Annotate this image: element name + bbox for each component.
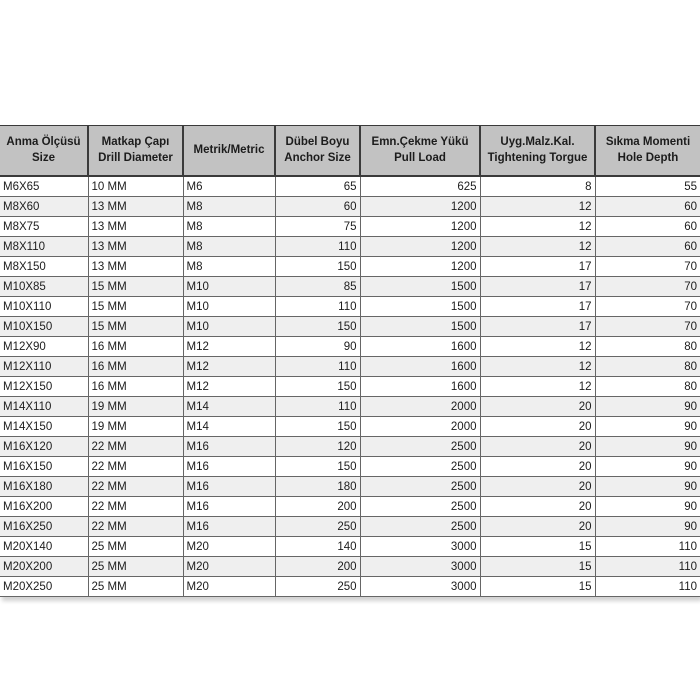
cell-pull: 1600 (360, 357, 480, 377)
cell-depth: 60 (595, 197, 700, 217)
cell-pull: 3000 (360, 557, 480, 577)
cell-torque: 20 (480, 457, 595, 477)
cell-drill: 13 MM (88, 237, 183, 257)
cell-torque: 17 (480, 257, 595, 277)
cell-torque: 12 (480, 337, 595, 357)
table-row (0, 277, 700, 297)
cell-pull: 1500 (360, 297, 480, 317)
table-body (0, 176, 700, 597)
cell-drill: 16 MM (88, 337, 183, 357)
cell-metric: M10 (183, 277, 275, 297)
cell-depth: 70 (595, 277, 700, 297)
cell-metric: M12 (183, 337, 275, 357)
cell-torque: 17 (480, 297, 595, 317)
cell-anchor: 85 (275, 277, 360, 297)
cell-pull: 1600 (360, 377, 480, 397)
header-line-en: Hole Depth (617, 151, 679, 164)
cell-drill: 19 MM (88, 397, 183, 417)
cell-drill: 13 MM (88, 217, 183, 237)
cell-torque: 8 (480, 176, 595, 197)
table-row (0, 417, 700, 437)
table-row (0, 176, 700, 197)
cell-size: M16X250 (0, 517, 88, 537)
table-row (0, 377, 700, 397)
cell-drill: 15 MM (88, 277, 183, 297)
cell-metric: M16 (183, 477, 275, 497)
cell-metric: M6 (183, 176, 275, 197)
cell-anchor: 90 (275, 337, 360, 357)
cell-drill: 15 MM (88, 317, 183, 337)
cell-size: M8X75 (0, 217, 88, 237)
cell-size: M10X150 (0, 317, 88, 337)
cell-depth: 80 (595, 337, 700, 357)
cell-size: M10X85 (0, 277, 88, 297)
table-row (0, 357, 700, 377)
cell-depth: 55 (595, 176, 700, 197)
cell-depth: 60 (595, 217, 700, 237)
cell-size: M16X200 (0, 497, 88, 517)
cell-drill: 22 MM (88, 497, 183, 517)
cell-pull: 3000 (360, 537, 480, 557)
header-row (0, 126, 700, 177)
header-line-tr: Anma Ölçüsü (6, 135, 81, 148)
cell-torque: 20 (480, 397, 595, 417)
cell-anchor: 60 (275, 197, 360, 217)
cell-size: M20X250 (0, 577, 88, 597)
header-line-en: Anchor Size (284, 151, 351, 164)
cell-anchor: 250 (275, 577, 360, 597)
cell-anchor: 120 (275, 437, 360, 457)
cell-torque: 17 (480, 317, 595, 337)
cell-metric: M16 (183, 497, 275, 517)
table-row (0, 217, 700, 237)
cell-depth: 90 (595, 417, 700, 437)
table-row (0, 317, 700, 337)
cell-depth: 90 (595, 437, 700, 457)
cell-anchor: 150 (275, 377, 360, 397)
cell-depth: 90 (595, 397, 700, 417)
cell-torque: 12 (480, 217, 595, 237)
cell-size: M14X150 (0, 417, 88, 437)
cell-size: M8X150 (0, 257, 88, 277)
anchor-spec-table (0, 125, 700, 597)
cell-metric: M20 (183, 557, 275, 577)
cell-drill: 22 MM (88, 517, 183, 537)
cell-drill: 15 MM (88, 297, 183, 317)
cell-pull: 2000 (360, 397, 480, 417)
cell-depth: 70 (595, 317, 700, 337)
cell-depth: 80 (595, 377, 700, 397)
cell-pull: 2500 (360, 517, 480, 537)
table-row (0, 237, 700, 257)
cell-drill: 16 MM (88, 377, 183, 397)
cell-anchor: 150 (275, 317, 360, 337)
cell-drill: 22 MM (88, 437, 183, 457)
cell-torque: 20 (480, 437, 595, 457)
cell-size: M16X120 (0, 437, 88, 457)
cell-drill: 25 MM (88, 557, 183, 577)
cell-drill: 22 MM (88, 477, 183, 497)
table-row (0, 477, 700, 497)
cell-anchor: 250 (275, 517, 360, 537)
cell-depth: 80 (595, 357, 700, 377)
cell-torque: 15 (480, 557, 595, 577)
header-line-tr: Emn.Çekme Yükü (371, 135, 469, 148)
cell-metric: M8 (183, 197, 275, 217)
cell-metric: M14 (183, 417, 275, 437)
cell-torque: 15 (480, 577, 595, 597)
header-line-tr: Uyg.Malz.Kal. (500, 135, 575, 148)
cell-pull: 1600 (360, 337, 480, 357)
cell-metric: M8 (183, 257, 275, 277)
cell-metric: M8 (183, 217, 275, 237)
cell-torque: 20 (480, 417, 595, 437)
cell-size: M6X65 (0, 176, 88, 197)
table-row (0, 197, 700, 217)
cell-pull: 625 (360, 176, 480, 197)
cell-anchor: 150 (275, 417, 360, 437)
cell-depth: 110 (595, 557, 700, 577)
cell-metric: M12 (183, 377, 275, 397)
cell-anchor: 75 (275, 217, 360, 237)
header-line-en: Size (31, 151, 55, 164)
header-line-en: Drill Diameter (98, 151, 173, 164)
cell-depth: 70 (595, 257, 700, 277)
cell-anchor: 200 (275, 557, 360, 577)
cell-drill: 16 MM (88, 357, 183, 377)
cell-size: M10X110 (0, 297, 88, 317)
cell-anchor: 140 (275, 537, 360, 557)
cell-drill: 10 MM (88, 176, 183, 197)
header-line-tr: Metrik/Metric (193, 143, 265, 156)
cell-torque: 12 (480, 377, 595, 397)
cell-metric: M10 (183, 317, 275, 337)
header-cell-metric (183, 126, 275, 177)
cell-torque: 12 (480, 237, 595, 257)
cell-drill: 25 MM (88, 577, 183, 597)
table-row (0, 577, 700, 597)
cell-pull: 2500 (360, 497, 480, 517)
header-cell-drill (88, 126, 183, 177)
table-row (0, 457, 700, 477)
cell-anchor: 150 (275, 457, 360, 477)
table-row (0, 397, 700, 417)
header-line-en: Tightening Torgue (487, 151, 588, 164)
header-line-tr: Sıkma Momenti (605, 135, 691, 148)
cell-torque: 20 (480, 497, 595, 517)
table-row (0, 497, 700, 517)
cell-pull: 1500 (360, 277, 480, 297)
table-row (0, 517, 700, 537)
header-cell-depth (595, 126, 700, 177)
cell-depth: 70 (595, 297, 700, 317)
cell-torque: 12 (480, 197, 595, 217)
cell-drill: 19 MM (88, 417, 183, 437)
cell-size: M12X110 (0, 357, 88, 377)
cell-size: M16X180 (0, 477, 88, 497)
table-header (0, 126, 700, 177)
cell-depth: 90 (595, 517, 700, 537)
cell-metric: M20 (183, 537, 275, 557)
cell-anchor: 110 (275, 297, 360, 317)
cell-pull: 1500 (360, 317, 480, 337)
cell-torque: 17 (480, 277, 595, 297)
header-cell-torque (480, 126, 595, 177)
cell-metric: M12 (183, 357, 275, 377)
cell-depth: 90 (595, 497, 700, 517)
cell-depth: 110 (595, 537, 700, 557)
cell-pull: 2000 (360, 417, 480, 437)
cell-metric: M14 (183, 397, 275, 417)
cell-size: M20X200 (0, 557, 88, 577)
cell-metric: M20 (183, 577, 275, 597)
cell-anchor: 180 (275, 477, 360, 497)
header-line-en: Pull Load (394, 151, 446, 164)
cell-torque: 20 (480, 477, 595, 497)
cell-drill: 22 MM (88, 457, 183, 477)
cell-pull: 2500 (360, 437, 480, 457)
cell-depth: 110 (595, 577, 700, 597)
cell-pull: 1200 (360, 257, 480, 277)
cell-depth: 90 (595, 457, 700, 477)
table-row (0, 437, 700, 457)
cell-size: M8X60 (0, 197, 88, 217)
cell-pull: 2500 (360, 477, 480, 497)
cell-depth: 90 (595, 477, 700, 497)
cell-anchor: 65 (275, 176, 360, 197)
table-row (0, 297, 700, 317)
header-cell-anchor (275, 126, 360, 177)
cell-drill: 13 MM (88, 257, 183, 277)
cell-anchor: 200 (275, 497, 360, 517)
cell-pull: 1200 (360, 217, 480, 237)
cell-size: M14X110 (0, 397, 88, 417)
cell-anchor: 110 (275, 397, 360, 417)
cell-metric: M16 (183, 517, 275, 537)
cell-torque: 15 (480, 537, 595, 557)
cell-torque: 20 (480, 517, 595, 537)
header-line-tr: Matkap Çapı (101, 135, 170, 148)
cell-anchor: 150 (275, 257, 360, 277)
cell-pull: 1200 (360, 237, 480, 257)
cell-drill: 25 MM (88, 537, 183, 557)
cell-metric: M10 (183, 297, 275, 317)
cell-anchor: 110 (275, 237, 360, 257)
table-row (0, 557, 700, 577)
cell-size: M12X90 (0, 337, 88, 357)
cell-drill: 13 MM (88, 197, 183, 217)
cell-metric: M16 (183, 457, 275, 477)
cell-size: M12X150 (0, 377, 88, 397)
cell-pull: 2500 (360, 457, 480, 477)
cell-metric: M8 (183, 237, 275, 257)
header-line-tr: Dübel Boyu (285, 135, 350, 148)
cell-anchor: 110 (275, 357, 360, 377)
table-row (0, 257, 700, 277)
cell-pull: 1200 (360, 197, 480, 217)
header-cell-pull (360, 126, 480, 177)
header-cell-size (0, 126, 88, 177)
cell-pull: 3000 (360, 577, 480, 597)
cell-size: M16X150 (0, 457, 88, 477)
cell-size: M8X110 (0, 237, 88, 257)
cell-metric: M16 (183, 437, 275, 457)
cell-size: M20X140 (0, 537, 88, 557)
table-row (0, 337, 700, 357)
table-row (0, 537, 700, 557)
cell-depth: 60 (595, 237, 700, 257)
cell-torque: 12 (480, 357, 595, 377)
